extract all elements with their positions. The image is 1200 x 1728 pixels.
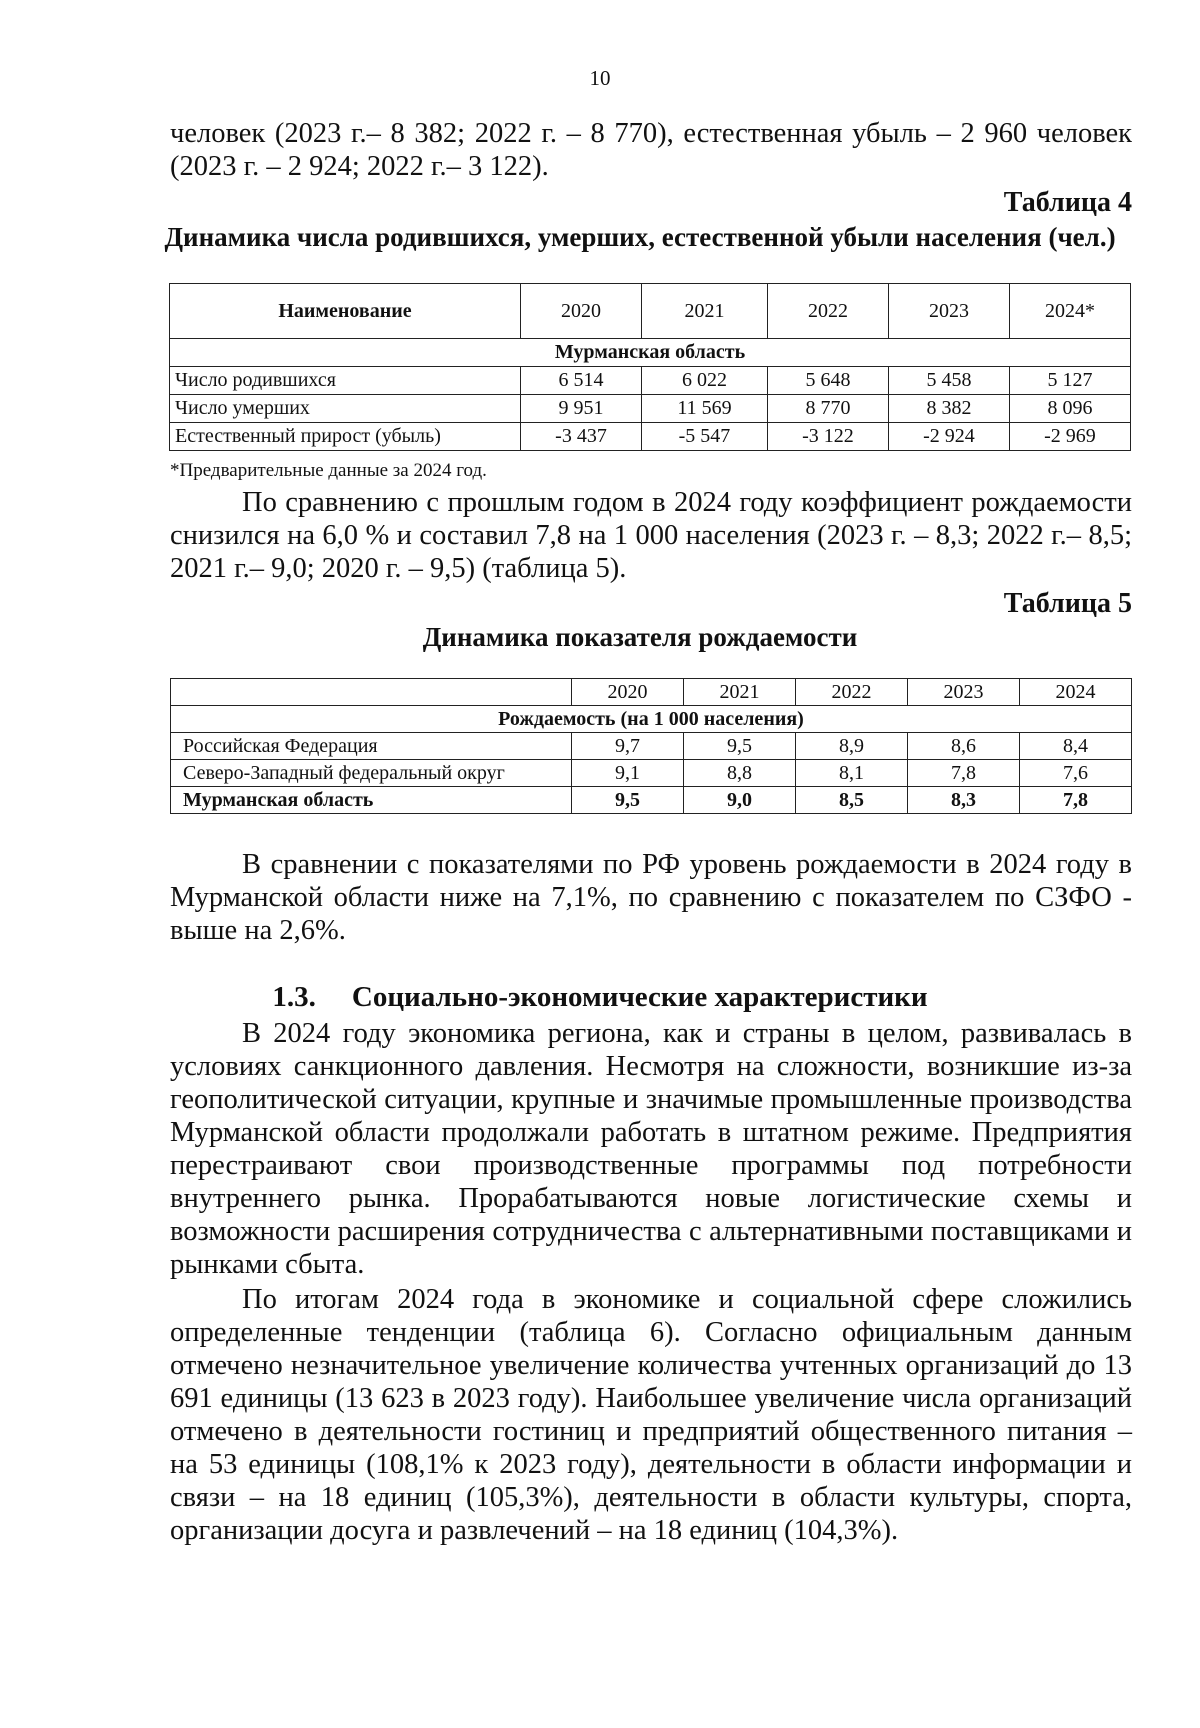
paragraph5-block (170, 1283, 1132, 1547)
section-number: 1.3. (272, 981, 316, 1013)
table-row (171, 787, 1132, 814)
table5-label: Таблица 5 (1003, 588, 1132, 619)
cell: 8,6 (908, 733, 1020, 760)
cell: 8,5 (796, 787, 908, 814)
cell: 8,1 (796, 760, 908, 787)
cell: 7,6 (1020, 760, 1132, 787)
table4 (169, 283, 1131, 451)
table4-header-year: 2024* (1009, 284, 1130, 339)
cell: 8 382 (888, 395, 1009, 423)
paragraph-comparison: В сравнении с показателями по РФ уровень рождаемости в 2024 году в Мурманской области ниже на 7,1%, по сравнению с показателем по СЗФО - выше на 2,6%. (170, 849, 1132, 946)
row-label: Северо-Западный федеральный округ (171, 760, 572, 787)
table4-section-row (170, 339, 1131, 367)
cell: -3 122 (767, 423, 888, 451)
table5-header-year: 2020 (572, 679, 684, 706)
table5-title: Динамика показателя рождаемости (422, 622, 858, 652)
paragraph-birth-rate: По сравнению с прошлым годом в 2024 году коэффициент рождаемости снизился на 6,0 % и составил 7,8 на 1 000 населения (2023 г. – 8,3; 2022 г.– 8,5; 2021 г.– 9,0; 2020 г. – 9,5) (таблица 5). (170, 487, 1132, 584)
table5 (170, 678, 1132, 814)
row-label: Мурманская область (171, 787, 572, 814)
cell: 9,1 (572, 760, 684, 787)
table5-header-year: 2021 (684, 679, 796, 706)
cell: -2 969 (1009, 423, 1130, 451)
cell: 7,8 (1020, 787, 1132, 814)
cell: 8 096 (1009, 395, 1130, 423)
cell: 9 951 (521, 395, 642, 423)
cell: 7,8 (908, 760, 1020, 787)
table5-header-row (171, 679, 1132, 706)
intro-paragraph: человек (2023 г.– 8 382; 2022 г. – 8 770), естественная убыль – 2 960 человек (2023 г. – 2 924; 2022 г.– 3 122). (170, 118, 1132, 182)
cell: 8,8 (684, 760, 796, 787)
table5-header-year: 2022 (796, 679, 908, 706)
table4-header-year: 2023 (888, 284, 1009, 339)
table4-header-year: 2021 (641, 284, 767, 339)
cell: 8,3 (908, 787, 1020, 814)
cell: 5 458 (888, 367, 1009, 395)
table-row (170, 395, 1131, 423)
table4-header-name: Наименование (170, 284, 521, 339)
paragraph4-block (170, 1017, 1132, 1281)
section-title: Социально-экономические характеристики (351, 981, 928, 1013)
cell: 5 648 (767, 367, 888, 395)
table-row (171, 733, 1132, 760)
cell: 9,0 (684, 787, 796, 814)
cell: 6 022 (641, 367, 767, 395)
cell: 11 569 (641, 395, 767, 423)
row-label: Российская Федерация (171, 733, 572, 760)
table5-section: Рождаемость (на 1 000 населения) (171, 706, 1132, 733)
paragraph2-block (170, 486, 1132, 585)
table5-header-year: 2023 (908, 679, 1020, 706)
paragraph-economy: В 2024 году экономика региона, как и страны в целом, развивалась в условиях санкционного давления. Несмотря на сложности, возникшие из-за геополитической ситуации, крупные и значимые промышленные производства Мурманской области продолжали работать в штатном режиме. Предприятия перестраивают свои производственные программы под потребности внутреннего рынка. Прорабатываются новые логистические схемы и возможности расширения сотрудничества с альтернативными поставщиками и рынками сбыта. (170, 1018, 1132, 1280)
table5-header-year: 2024 (1020, 679, 1132, 706)
table4-header-year: 2020 (521, 284, 642, 339)
cell: 8,4 (1020, 733, 1132, 760)
row-label: Число умерших (170, 395, 521, 423)
cell: -2 924 (888, 423, 1009, 451)
table4-footnote: *Предварительные данные за 2024 год. (170, 460, 487, 481)
intro-paragraph-block (170, 117, 1132, 183)
table5-section-row (171, 706, 1132, 733)
row-label: Число родившихся (170, 367, 521, 395)
cell: -3 437 (521, 423, 642, 451)
table4-header-year: 2022 (767, 284, 888, 339)
table4-label: Таблица 4 (1003, 187, 1132, 218)
cell: 9,7 (572, 733, 684, 760)
cell: 9,5 (684, 733, 796, 760)
page-number: 10 (589, 66, 611, 90)
cell: -5 547 (641, 423, 767, 451)
cell: 6 514 (521, 367, 642, 395)
paragraph3-block (170, 848, 1132, 947)
row-label: Естественный прирост (убыль) (170, 423, 521, 451)
paragraph-trends: По итогам 2024 года в экономике и социальной сфере сложились определенные тенденции (таблица 6). Согласно официальным данным отмечено незначительное увеличение количества учтенных организаций до 13 691 единицы (13 623 в 2023 году). Наибольшее увеличение числа организаций отмечено в деятельности гостиниц и предприятий общественного питания – на 53 единицы (108,1% к 2023 году), деятельности в области информации и связи – на 18 единиц (105,3%), деятельности в области культуры, спорта, организации досуга и развлечений – на 18 единиц (104,3%). (170, 1284, 1132, 1546)
cell: 9,5 (572, 787, 684, 814)
table-row (170, 423, 1131, 451)
cell: 8,9 (796, 733, 908, 760)
table4-title: Динамика числа родившихся, умерших, естественной убыли населения (чел.) (164, 222, 1116, 252)
table-row (171, 760, 1132, 787)
table5-header-empty (171, 679, 572, 706)
cell: 5 127 (1009, 367, 1130, 395)
cell: 8 770 (767, 395, 888, 423)
table-row (170, 367, 1131, 395)
table4-section: Мурманская область (170, 339, 1131, 367)
table4-header-row (170, 284, 1131, 339)
section-heading (0, 981, 1200, 1014)
